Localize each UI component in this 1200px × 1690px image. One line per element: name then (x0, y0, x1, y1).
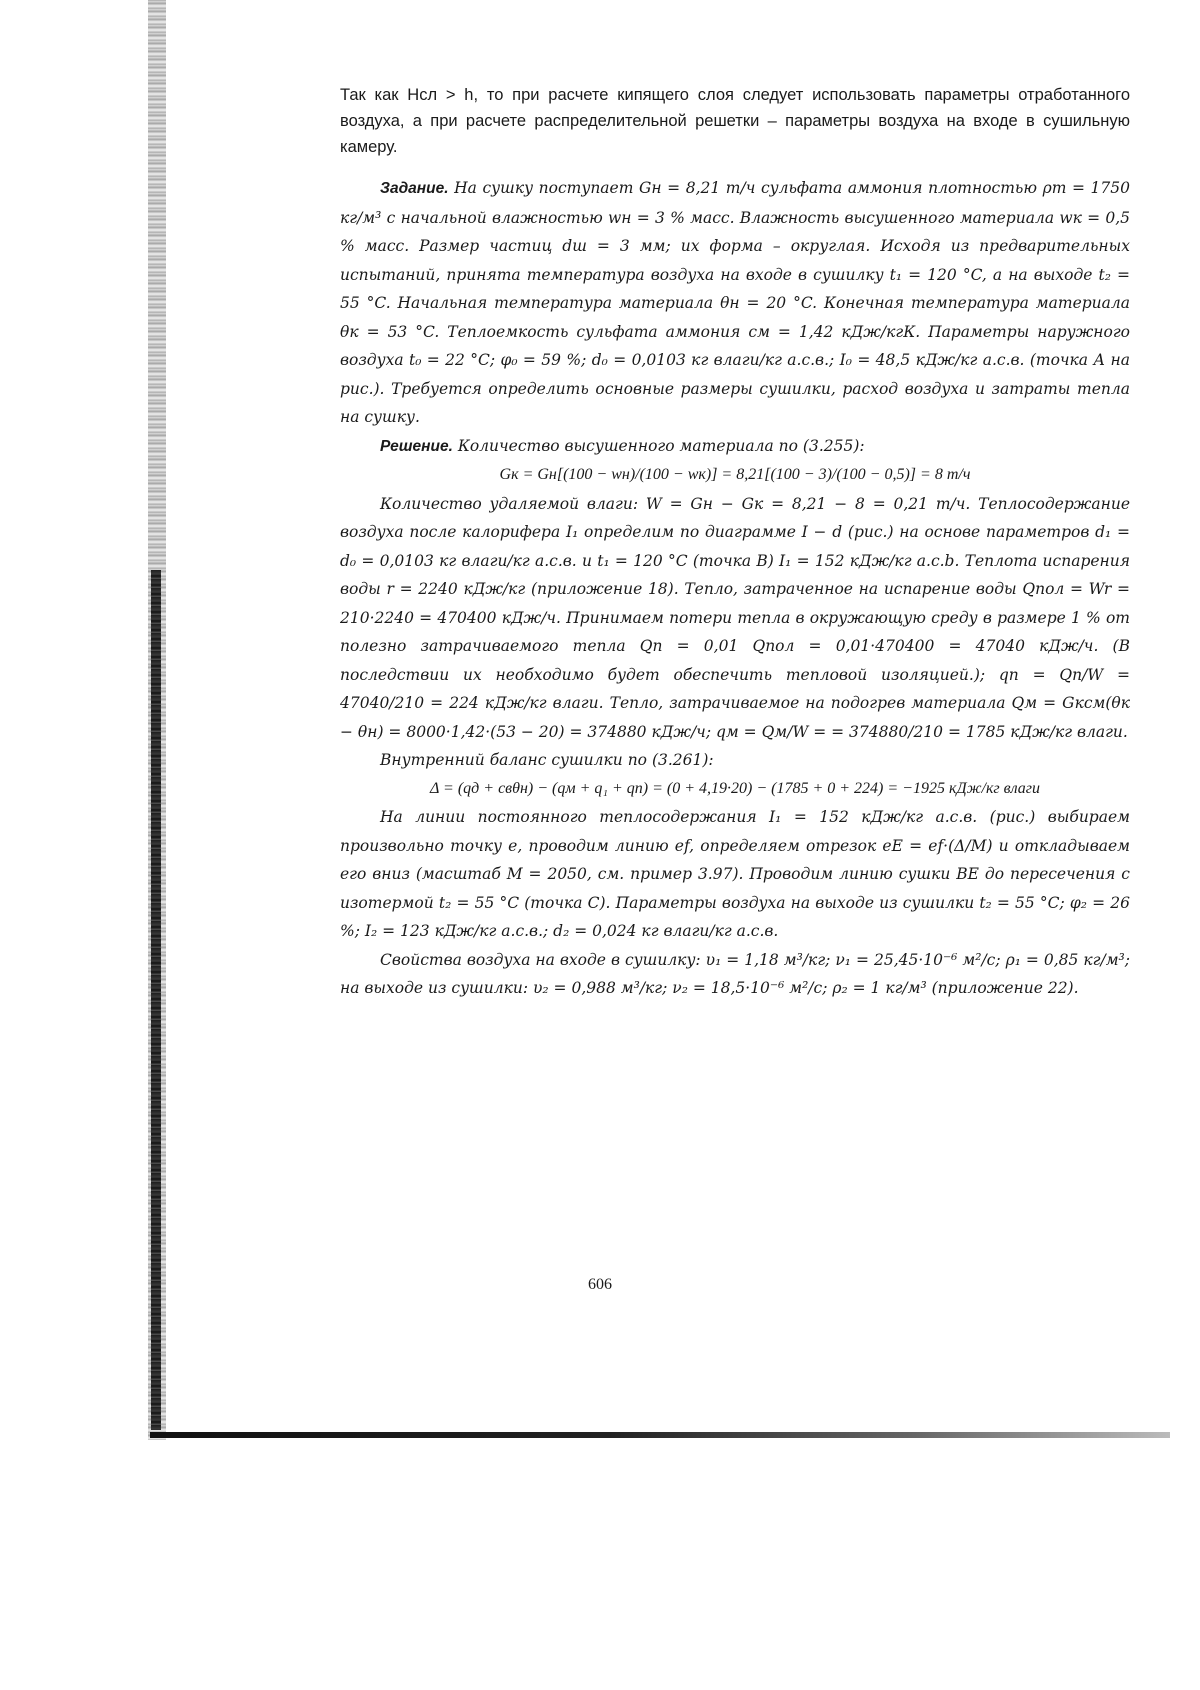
task-paragraph (340, 174, 1130, 432)
solution-intro (340, 432, 1130, 462)
solution-paragraph-3: На линии постоянного теплосодержания I₁ = 152 кДж/кг а.с.в. (рис.) выбираем произвольно точку е, проводим линию ef, определяем отрезок eE = ef·(Δ/M) и откладываем его вниз (масштаб М = 2050, см. пример 3.97). Проводим линию сушки ВЕ до пересечения с изотермой t₂ = 55 °C (точка С). Параметры воздуха на выходе из сушилки t₂ = 55 °C; φ₂ = 26 %; I₂ = 123 кДж/кг а.с.в.; d₂ = 0,024 кг влаги/кг а.с.в. (340, 808, 1130, 940)
formula-delta: Δ = (qд + cвθн) − (qм + q₁ + qп) = (0 + 4,19·20) − (1785 + 0 + 224) = −1925 кДж/кг влаги (429, 779, 1041, 797)
solution-text: Количество высушенного материала по (3.255): (457, 436, 865, 455)
document-page (340, 82, 1130, 1003)
solution-paragraph-1: Количество удаляемой влаги: W = Gн − Gк = 8,21 − 8 = 0,21 т/ч. Теплосодержание воздуха после калорифера I₁ определим по диаграмме I − d (рис.) на основе параметров d₁ = d₀ = 0,0103 кг влаги/кг а.с.в. и t₁ = 120 °C (точка В) I₁ = 152 кДж/кг а.с.b. Теплота испарения воды r = 2240 кДж/кг (приложение 18). Тепло, затраченное на испарение воды Qпол = Wr = 210·2240 = 470400 кДж/ч. Принимаем потери тепла в окружающую среду в размере 1 % от полезно затрачиваемого тепла Qп = 0,01 Qпол = 0,01·470400 = 47040 кДж/ч. (В последствии их необходимо будет обеспечить тепловой изоляцией.); qп = Qп/W = 47040/210 = 224 кДж/кг влаги. Тепло, затрачиваемое на подогрев материала Qм = Gкcм(θк − θн) = 8000·1,42·(53 − 20) = 374880 кДж/ч; qм = Qм/W = = 374880/210 = 1785 кДж/кг влаги. (340, 494, 1130, 741)
formula-gk: Gк = Gн[(100 − wн)/(100 − wк)] = 8,21[(100 − 3)/(100 − 0,5)] = 8 т/ч (499, 466, 971, 483)
page-number: 606 (588, 1276, 612, 1293)
task-text: На сушку поступает Gн = 8,21 т/ч сульфата аммония плотностью ρт = 1750 кг/м³ с начальной влажностью wн = 3 % масс. Влажность высушенного материала wк = 0,5 % масс. Размер частиц dш = 3 мм; их форма – округлая. Исходя из предварительных испытаний, принята температура воздуха на входе в сушилку t₁ = 120 °C, а на выходе t₂ = 55 °C. Начальная температура материала θн = 20 °C. Конечная температура материала θк = 53 °C. Теплоемкость сульфата аммония cм = 1,42 кДж/кгК. Параметры наружного воздуха t₀ = 22 °C; φ₀ = 59 %; d₀ = 0,0103 кг влаги/кг а.с.в.; I₀ = 48,5 кДж/кг а.с.в. (точка А на рис.). Требуется определить основные размеры сушилки, расход воздуха и затраты тепла на сушку. (340, 179, 1130, 426)
solution-paragraph-4: Свойства воздуха на входе в сушилку: υ₁ = 1,18 м³/кг; ν₁ = 25,45·10⁻⁶ м²/с; ρ₁ = 0,85 кг/м³; на выходе из сушилки: υ₂ = 0,988 м³/кг; ν₂ = 18,5·10⁻⁶ м²/с; ρ₂ = 1 кг/м³ (приложение 22). (340, 950, 1130, 997)
scan-page-edge (150, 1432, 1170, 1438)
intro-paragraph: Так как Hсл > h, то при расчете кипящего слоя следует использовать параметры отработанного воздуха, а при расчете распределительной решетки – параметры воздуха на входе в сушильную камеру. (340, 86, 1130, 156)
scan-binding-edge (151, 570, 161, 1430)
solution-paragraph-2: Внутренний баланс сушилки по (3.261): (380, 751, 714, 769)
task-label: Задание. (380, 180, 449, 197)
solution-label: Решение. (380, 437, 453, 455)
